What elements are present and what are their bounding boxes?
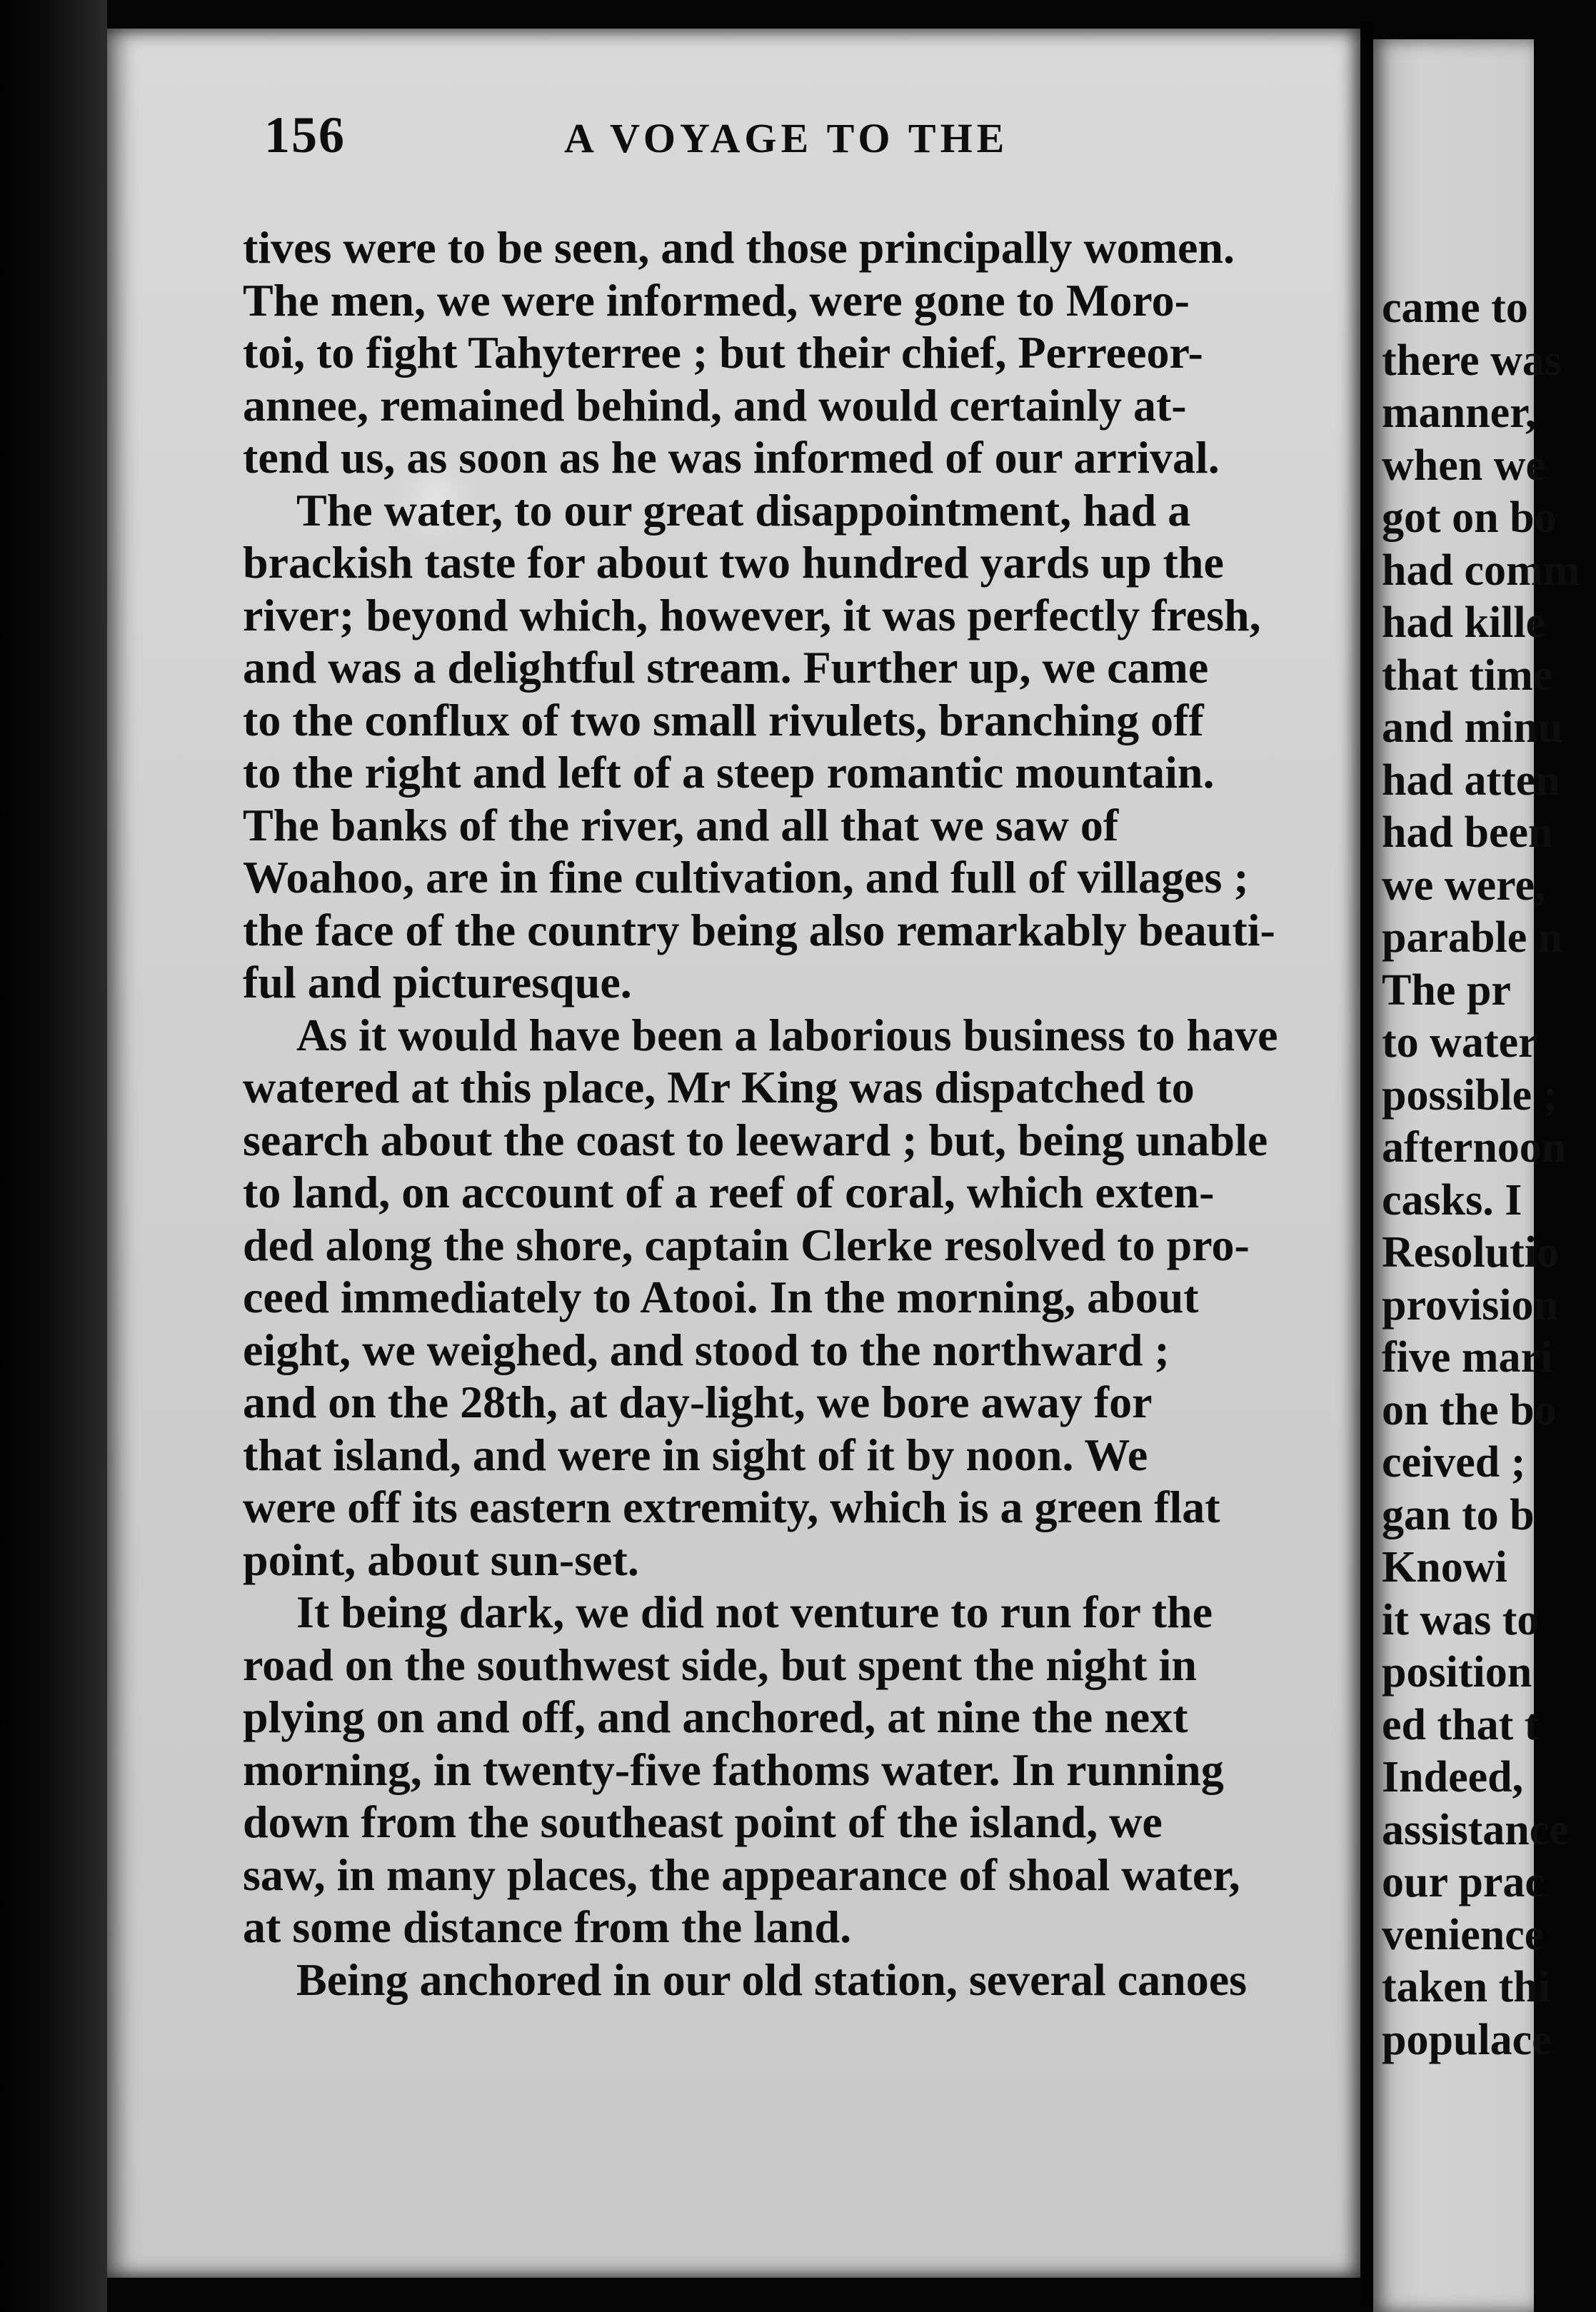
text-line: brackish taste for about two hundred yards up the [243, 537, 1224, 588]
text-line: the face of the country being also remarkably beauti- [243, 904, 1275, 955]
facing-page-line: provision [1382, 1280, 1558, 1330]
text-line: tives were to be seen, and those principally women. [243, 222, 1235, 273]
text-line: annee, remained behind, and would certainly at- [243, 379, 1187, 431]
facing-page-line: afternoon [1382, 1123, 1567, 1172]
text-line: watered at this place, Mr King was dispatched to [243, 1062, 1195, 1112]
page-left-margin-shadow [0, 0, 107, 2312]
text-line: Woahoo, are in fine cultivation, and full of villages ; [243, 852, 1249, 903]
facing-page-line: had been [1382, 808, 1553, 857]
facing-page-line: position [1382, 1648, 1532, 1697]
facing-page-text [1382, 282, 1596, 2066]
facing-page-line: Knowi [1382, 1543, 1507, 1592]
text-line: to the conflux of two small rivulets, branching off [243, 694, 1204, 745]
page-header [264, 106, 1364, 170]
text-line: morning, in twenty-five fathoms water. In running [243, 1744, 1224, 1795]
facing-page-line: Indeed, [1382, 1753, 1524, 1801]
book-gutter [1360, 21, 1373, 2306]
facing-page-line: had comm [1382, 546, 1580, 595]
facing-page-line: taken thi [1382, 1963, 1550, 2011]
facing-page-line: casks. I [1382, 1175, 1522, 1225]
text-line: ful and picturesque. [243, 957, 632, 1007]
facing-page-line: manner, [1382, 388, 1537, 437]
text-line: that island, and were in sight of it by noon. We [243, 1429, 1148, 1480]
facing-page-line: had atten [1382, 755, 1560, 805]
text-line: and on the 28th, at day-light, we bore away for [243, 1377, 1153, 1427]
text-line: river; beyond which, however, it was perfectly fresh, [243, 589, 1261, 640]
body-text [243, 221, 1335, 2006]
facing-page-line: parable n [1382, 913, 1563, 962]
text-line: down from the southeast point of the island, we [243, 1796, 1163, 1847]
facing-page-line: and minu [1382, 703, 1563, 752]
text-line: eight, we weighed, and stood to the northward ; [243, 1324, 1170, 1375]
text-line: search about the coast to leeward ; but, being unable [243, 1114, 1268, 1165]
text-line: saw, in many places, the appearance of shoal water, [243, 1849, 1240, 1900]
text-line: to the right and left of a steep romantic mountain. [243, 747, 1215, 798]
text-line: tend us, as soon as he was informed of our arrival. [243, 432, 1220, 483]
text-line: ceed immediately to Atooi. In the morning, about [243, 1272, 1199, 1322]
facing-page-line: ceived ; [1382, 1438, 1526, 1487]
text-line: at some distance from the land. [243, 1901, 852, 1952]
facing-page-line: we were, [1382, 860, 1546, 910]
text-line: The banks of the river, and all that we saw of [243, 799, 1119, 850]
text-line: The water, to our great disappointment, had a [296, 484, 1191, 536]
text-line: toi, to fight Tahyterree ; but their chief, Perreeor- [243, 327, 1203, 378]
facing-page-line: populace [1382, 2015, 1552, 2064]
text-line: point, about sun-set. [243, 1534, 639, 1585]
facing-page-line: that time [1382, 650, 1553, 700]
facing-page-line: gan to b [1382, 1490, 1535, 1539]
text-line: and was a delightful stream. Further up, we came [243, 642, 1209, 693]
text-line: It being dark, we did not venture to run for the [296, 1587, 1213, 1637]
facing-page-line: on the bo [1382, 1385, 1557, 1434]
text-line: ded along the shore, captain Clerke resolved to pro- [243, 1219, 1250, 1270]
facing-page-line: Resolutio [1382, 1228, 1559, 1277]
facing-page-line: to water [1382, 1018, 1538, 1067]
facing-page-line: The pr [1382, 965, 1511, 1015]
facing-page-line: assistance [1382, 1805, 1569, 1854]
facing-page-line: there was [1382, 336, 1562, 385]
running-head: A VOYAGE TO THE [564, 115, 1009, 161]
facing-page-line: five mari [1382, 1333, 1553, 1382]
text-line: As it would have been a laborious business to have [296, 1009, 1278, 1060]
facing-page-line: possible ; [1382, 1070, 1558, 1120]
text-line: The men, we were informed, were gone to Moro- [243, 274, 1190, 326]
facing-page-line: our prac [1382, 1858, 1545, 1906]
facing-page-line: ed that t [1382, 1700, 1540, 1749]
facing-page-line: venience [1382, 1910, 1545, 1959]
facing-page-line: got on bo [1382, 493, 1557, 542]
facing-page-line: came to [1382, 283, 1528, 332]
text-line: Being anchored in our old station, several canoes [296, 1954, 1248, 2005]
facing-page-line: it was to [1382, 1595, 1540, 1644]
facing-page-157 [1373, 39, 1580, 2312]
facing-page-line: when we [1382, 441, 1546, 490]
text-line: were off its eastern extremity, which is a green flat [243, 1482, 1220, 1532]
text-line: to land, on account of a reef of coral, which exten- [243, 1167, 1215, 1217]
facing-page-line: had kille [1382, 598, 1546, 647]
text-line: road on the southwest side, but spent the night in [243, 1639, 1197, 1690]
text-line: plying on and off, and anchored, at nine the next [243, 1692, 1188, 1742]
page-number: 156 [264, 106, 346, 164]
